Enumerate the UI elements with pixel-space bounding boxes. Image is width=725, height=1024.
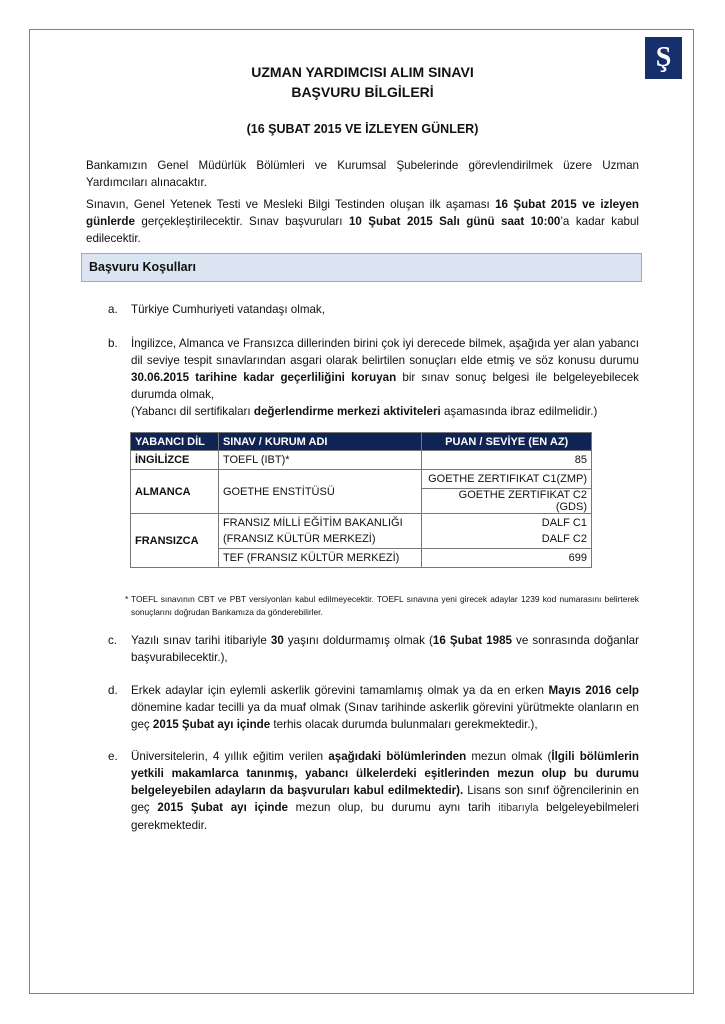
list-item-d [96,682,639,733]
table-cell-score: GOETHE ZERTIFIKAT C2 (GDS) [422,489,592,514]
list-item-text: İngilizce, Almanca ve Fransızca dillerinden birini çok iyi derecede bilmek, aşağıda yer alan yabancı dil seviye tespit sınavlarından asgari olarak belirtilen sonuçları elde etmiş ve söz konusu durumu 30.06.2015 tarihine kadar geçerliliğini koruyan bir sınav sonuç belgesi ile belgeleyebilecek durumda olmak, (Yabancı dil sertifikaları değerlendirme merkezi aktiviteleri aşamasında ibraz edilmelidir.) [131,337,639,418]
table-cell-exam: TOEFL (IBT)* [218,451,421,470]
table-cell-score: DALF C1 DALF C2 [422,514,592,549]
table-header-cell: SINAV / KURUM ADI [218,433,421,451]
list-marker: e. [108,750,118,763]
table-header-cell: PUAN / SEVİYE (EN AZ) [422,433,592,451]
table-cell-exam: FRANSIZ MİLLİ EĞİTİM BAKANLIĞI (FRANSIZ KÜLTÜR MERKEZİ) [218,514,421,549]
subtitle: (16 ŞUBAT 2015 VE İZLEYEN GÜNLER) [246,122,479,136]
table-row [131,470,592,489]
table-row [131,451,592,470]
list-item-a [96,301,639,318]
table-cell-score: GOETHE ZERTIFIKAT C1(ZMP) [422,470,592,489]
list-item-b [96,335,639,420]
logo-glyph: Ş [655,42,672,73]
list-item-text: Türkiye Cumhuriyeti vatandaşı olmak, [131,303,325,316]
table-cell-score: 85 [422,451,592,470]
list-item-e [96,748,639,834]
footnote [125,593,639,618]
section-header: Başvuru Koşulları [81,253,642,282]
table-header-cell: YABANCI DİL [131,433,219,451]
table-cell-exam: TEF (FRANSIZ KÜLTÜR MERKEZİ) [218,549,421,568]
list-marker: c. [108,634,118,647]
intro-paragraph-2: Sınavın, Genel Yetenek Testi ve Mesleki Bilgi Testinden oluşan ilk aşaması 16 Şubat 2015 ve izleyen günlerde gerçekleştirilecektir. Sınav başvuruları 10 Şubat 2015 Salı günü saat 10:00’a kadar kabul edilecektir. [86,198,640,245]
footnote-marker: * [125,594,129,604]
list-marker: a. [108,303,118,316]
intro-paragraph-1: Bankamızın Genel Müdürlük Bölümleri ve Kurumsal Şubelerinde görevlendirilmek üzere Uzman Yardımcıları alınacaktır. [86,159,639,189]
table-cell-language: FRANSIZCA [131,514,219,568]
language-exam-table [130,432,592,568]
list-marker: b. [108,337,118,350]
list-item-c [96,632,639,666]
table-cell-exam: GOETHE ENSTİTÜSÜ [218,470,421,514]
list-marker: d. [108,684,118,697]
table-cell-score: 699 [422,549,592,568]
table-header-row [131,433,592,451]
list-item-text: Yazılı sınav tarihi itibariyle 30 yaşını doldurmamış olmak (16 Şubat 1985 ve sonrasında doğanlar başvurabilecektir.), [131,634,639,664]
list-item-text: Üniversitelerin, 4 yıllık eğitim verilen aşağıdaki bölümlerinden mezun olmak (İlgili bölümlerin yetkili makamlarca tanınmış, yabancı ülkelerdeki eşitlerinden mezun olup bu durumu belgeleyebilen adayların da başvuruları kabul edilmektedir). Lisans son sınıf öğrencilerinin en geç 2015 Şubat ayı içinde mezun olup, bu durumu aynı tarih itibarıyla belgeleyebilmeleri gerekmektedir. [131,750,639,832]
list-item-text: Erkek adaylar için eylemli askerlik görevini tamamlamış olmak ya da en erken Mayıs 2016 celp dönemine kadar tecilli ya da muaf olmak (Sınav tarihinde askerlik görevini yürütmekte olanların en geç 2015 Şubat ayı içinde terhis olacak durumda bulunmaları gerekmektedir.), [131,684,639,731]
table-row [131,514,592,549]
title-line-2: BAŞVURU BİLGİLERİ [291,84,434,100]
table-cell-language: İNGİLİZCE [131,451,219,470]
table-cell-language: ALMANCA [131,470,219,514]
title-line-1: UZMAN YARDIMCISI ALIM SINAVI [251,64,474,80]
footnote-text: TOEFL sınavının CBT ve PBT versiyonları kabul edilmeyecektir. TOEFL sınavına yeni girecek adaylar 1239 kod numarasını belirterek sonuçlarını doğrudan Bankamıza da gönderebilirler. [131,594,639,617]
